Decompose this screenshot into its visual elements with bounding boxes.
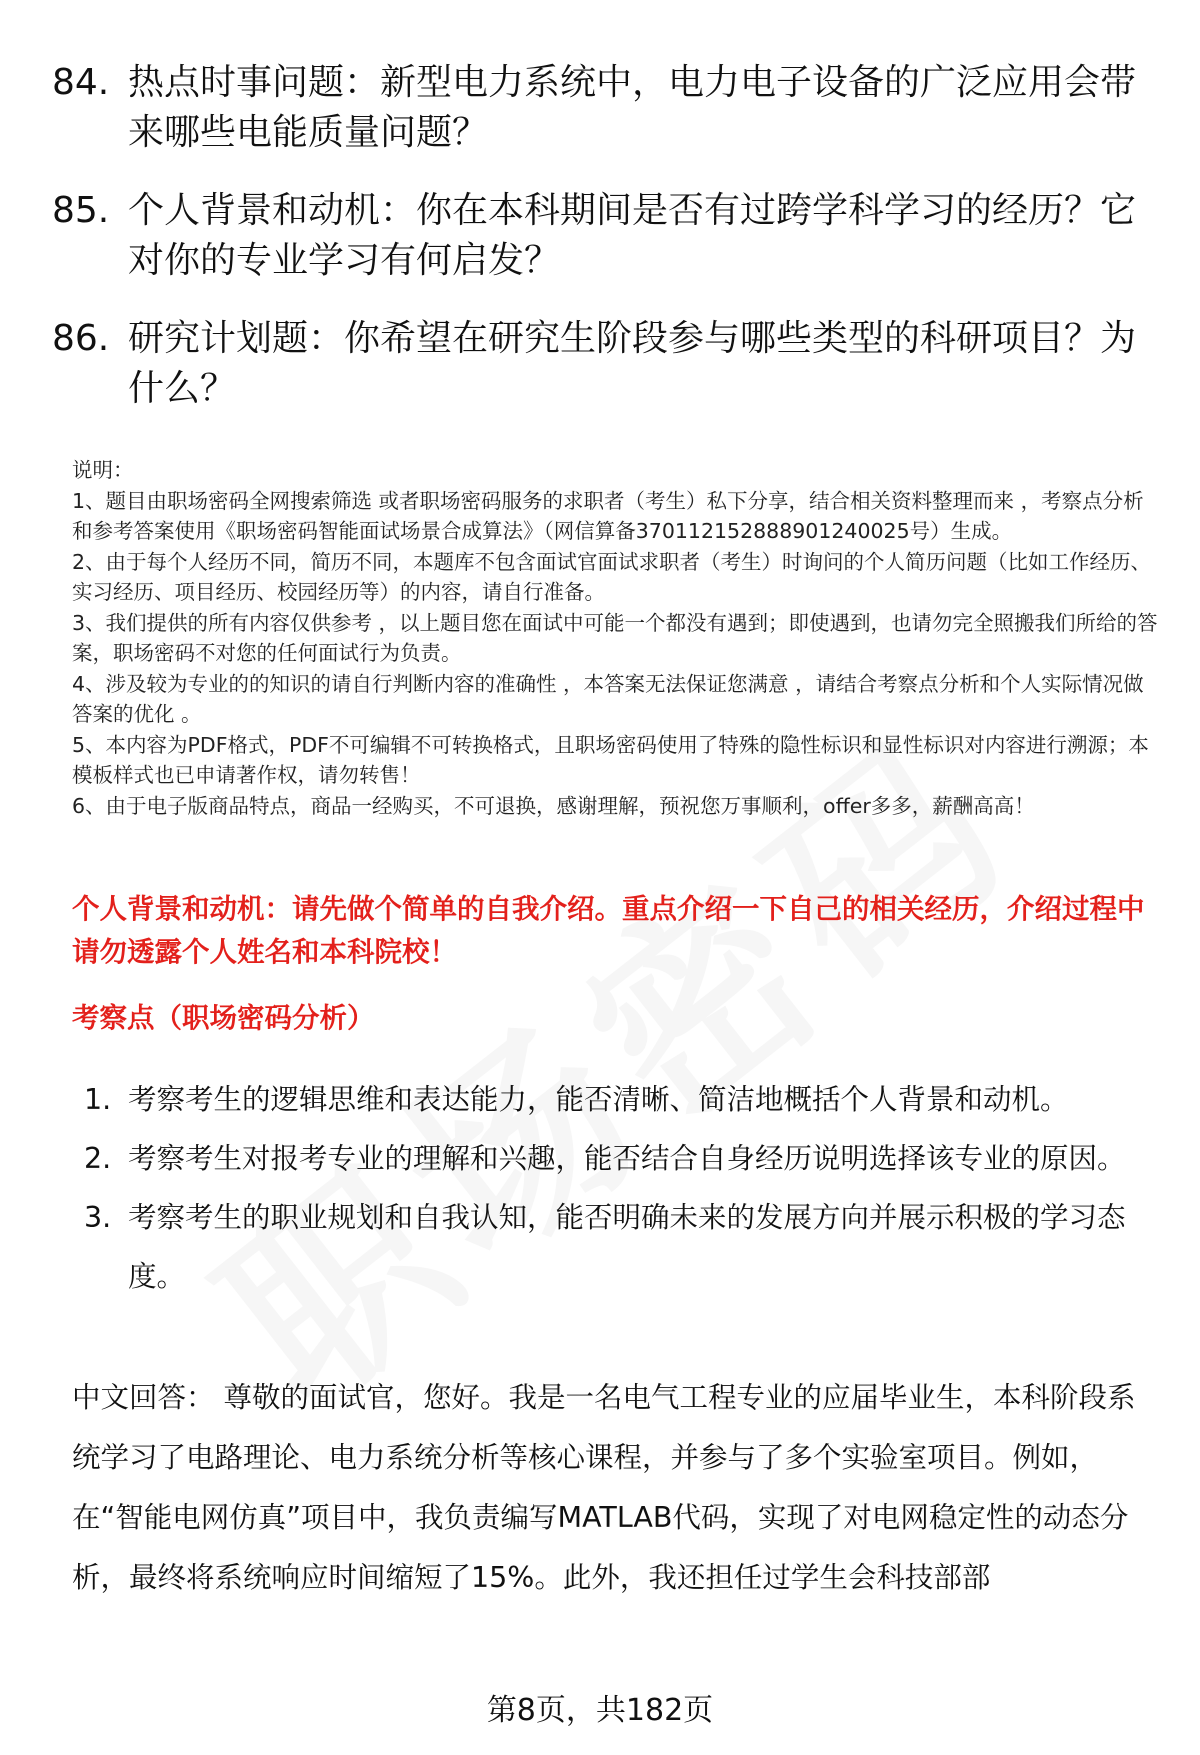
note-item: 4、涉及较为专业的的知识的请自行判断内容的准确性 ，本答案无法保证您满意 ，请结合考察点分析和个人实际情况做答案的优化 。 [72, 671, 1144, 726]
page-footer: 第8页，共182页 [486, 1693, 714, 1728]
analysis-point [84, 1070, 1154, 1129]
question-number: 86. [52, 318, 110, 359]
point-number: 1. [84, 1083, 112, 1116]
notes-section [72, 455, 1162, 821]
point-text: 考察考生的职业规划和自我认知，能否明确未来的发展方向并展示积极的学习态度。 [128, 1201, 1126, 1293]
notes-title: 说明： [72, 458, 134, 482]
analysis-point [84, 1188, 1154, 1306]
question-item [52, 58, 1157, 158]
question-text: 研究计划题：你希望在研究生阶段参与哪些类型的科研项目？为什么？ [128, 318, 1137, 409]
question-number: 84. [52, 62, 110, 103]
question-number: 85. [52, 190, 110, 231]
point-number: 2. [84, 1142, 112, 1175]
question-heading: 个人背景和动机：请先做个简单的自我介绍。重点介绍一下自己的相关经历，介绍过程中请勿透露个人姓名和本科院校！ [72, 893, 1145, 968]
point-text: 考察考生的逻辑思维和表达能力，能否清晰、简洁地概括个人背景和动机。 [128, 1083, 1069, 1116]
point-number: 3. [84, 1201, 112, 1234]
question-list [52, 58, 1157, 442]
point-text: 考察考生对报考专业的理解和兴趣，能否结合自身经历说明选择该专业的原因。 [128, 1142, 1126, 1175]
analysis-point [84, 1129, 1154, 1188]
question-text: 个人背景和动机：你在本科期间是否有过跨学科学习的经历？它对你的专业学习有何启发？ [128, 190, 1137, 281]
note-item: 6、由于电子版商品特点，商品一经购买，不可退换，感谢理解，预祝您万事顺利，offer多多，薪酬高高！ [72, 793, 1035, 818]
note-item: 5、本内容为PDF格式，PDF不可编辑不可转换格式，且职场密码使用了特殊的隐性标识和显性标识对内容进行溯源；本模板样式也已申请著作权，请勿转售！ [72, 732, 1149, 787]
note-item: 2、由于每个人经历不同，简历不同，本题库不包含面试官面试求职者（考生）时询问的个人简历问题（比如工作经历、实习经历、项目经历、校园经历等）的内容，请自行准备。 [72, 549, 1152, 604]
question-item [52, 186, 1157, 286]
analysis-heading: 考察点（职场密码分析） [72, 1002, 375, 1034]
answer-text: 中文回答： 尊敬的面试官，您好。我是一名电气工程专业的应届毕业生，本科阶段系统学习了电路理论、电力系统分析等核心课程，并参与了多个实验室项目。例如，在“智能电网仿真”项目中，我负责编写MATLAB代码，实现了对电网稳定性的动态分析，最终将系统响应时间缩短了15%。此外，我还担任过学生会科技部部 [72, 1381, 1136, 1594]
note-item: 1、题目由职场密码全网搜索筛选 或者职场密码服务的求职者（考生）私下分享，结合相关资料整理而来 ，考察点分析和参考答案使用《职场密码智能面试场景合成算法》（网信算备370112152888901240025号）生成。 [72, 488, 1144, 543]
note-item: 3、我们提供的所有内容仅供参考 ，以上题目您在面试中可能一个都没有遇到；即使遇到，也请勿完全照搬我们所给的答案，职场密码不对您的任何面试行为负责。 [72, 610, 1158, 665]
analysis-point-list [84, 1070, 1154, 1306]
question-text: 热点时事问题：新型电力系统中，电力电子设备的广泛应用会带来哪些电能质量问题？ [128, 62, 1137, 153]
question-item [52, 314, 1157, 414]
